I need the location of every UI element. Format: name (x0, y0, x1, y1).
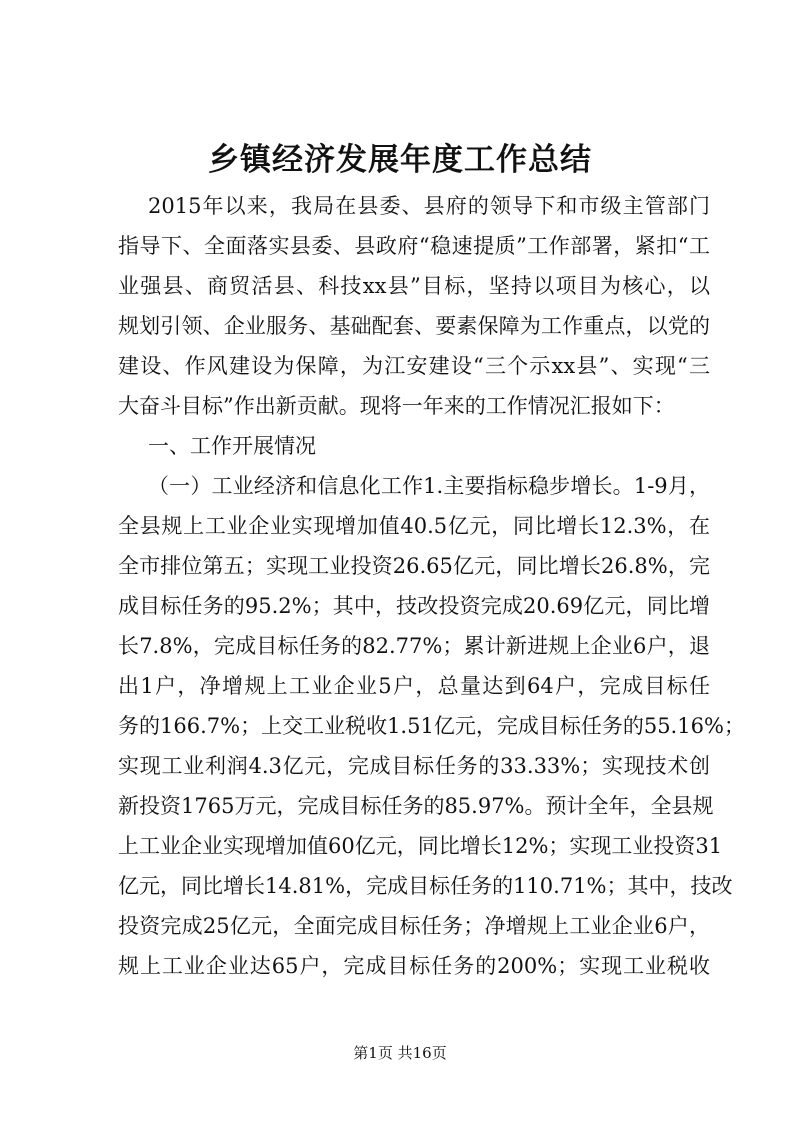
paragraph-1-line-6: 大奋斗目标”作出新贡献。现将一年来的工作情况汇报如下： (118, 394, 675, 418)
paragraph-2-line-6: 出1户，净增规上工业企业5户，总量达到64户，完成目标任 (118, 674, 710, 698)
paragraph-2-line-1: （一）工业经济和信息化工作1.主要指标稳步增长。1-9月， (148, 474, 710, 498)
paragraph-2-line-13: 规上工业企业达65户，完成目标任务的200%；实现工业税收 (118, 954, 710, 978)
section-heading: 一、工作开展情况 (148, 434, 316, 458)
paragraph-2-line-11: 亿元，同比增长14.81%，完成目标任务的110.71%；其中，技改 (118, 874, 733, 898)
paragraph-2-line-8: 实现工业利润4.3亿元，完成目标任务的33.33%；实现技术创 (118, 754, 710, 778)
document-title: 乡镇经济发展年度工作总结 (208, 142, 592, 178)
paragraph-1-line-1: 2015年以来，我局在县委、县府的领导下和市级主管部门 (148, 194, 710, 218)
paragraph-1-line-2: 指导下、全面落实县委、县政府“稳速提质”工作部署，紧扣“工 (118, 234, 710, 258)
paragraph-2-line-2: 全县规上工业企业实现增加值40.5亿元，同比增长12.3%，在 (118, 514, 710, 538)
paragraph-2-line-5: 长7.8%，完成目标任务的82.77%；累计新进规上企业6户，退 (118, 634, 710, 658)
paragraph-2-line-3: 全市排位第五；实现工业投资26.65亿元，同比增长26.8%，完 (118, 554, 710, 578)
paragraph-2-line-9: 新投资1765万元，完成目标任务的85.97%。预计全年，全县规 (118, 794, 714, 818)
paragraph-1-line-5: 建设、作风建设为保障，为江安建设“三个示xx县”、实现“三 (118, 354, 710, 378)
paragraph-2-line-4: 成目标任务的95.2%；其中，技改投资完成20.69亿元，同比增 (118, 594, 710, 618)
paragraph-1-line-4: 规划引领、企业服务、基础配套、要素保障为工作重点，以党的 (118, 314, 710, 338)
paragraph-2-line-12: 投资完成25亿元，全面完成目标任务；净增规上工业企业6户， (118, 914, 710, 938)
paragraph-2-line-10: 上工业企业实现增加值60亿元，同比增长12%；实现工业投资31 (118, 834, 723, 858)
page-footer: 第1页 共16页 (353, 1044, 447, 1062)
document-body (118, 186, 745, 986)
paragraph-1-line-3: 业强县、商贸活县、科技xx县”目标，坚持以项目为核心，以 (118, 274, 710, 298)
paragraph-2-line-7: 务的166.7%；上交工业税收1.51亿元，完成目标任务的55.16%； (118, 714, 745, 738)
